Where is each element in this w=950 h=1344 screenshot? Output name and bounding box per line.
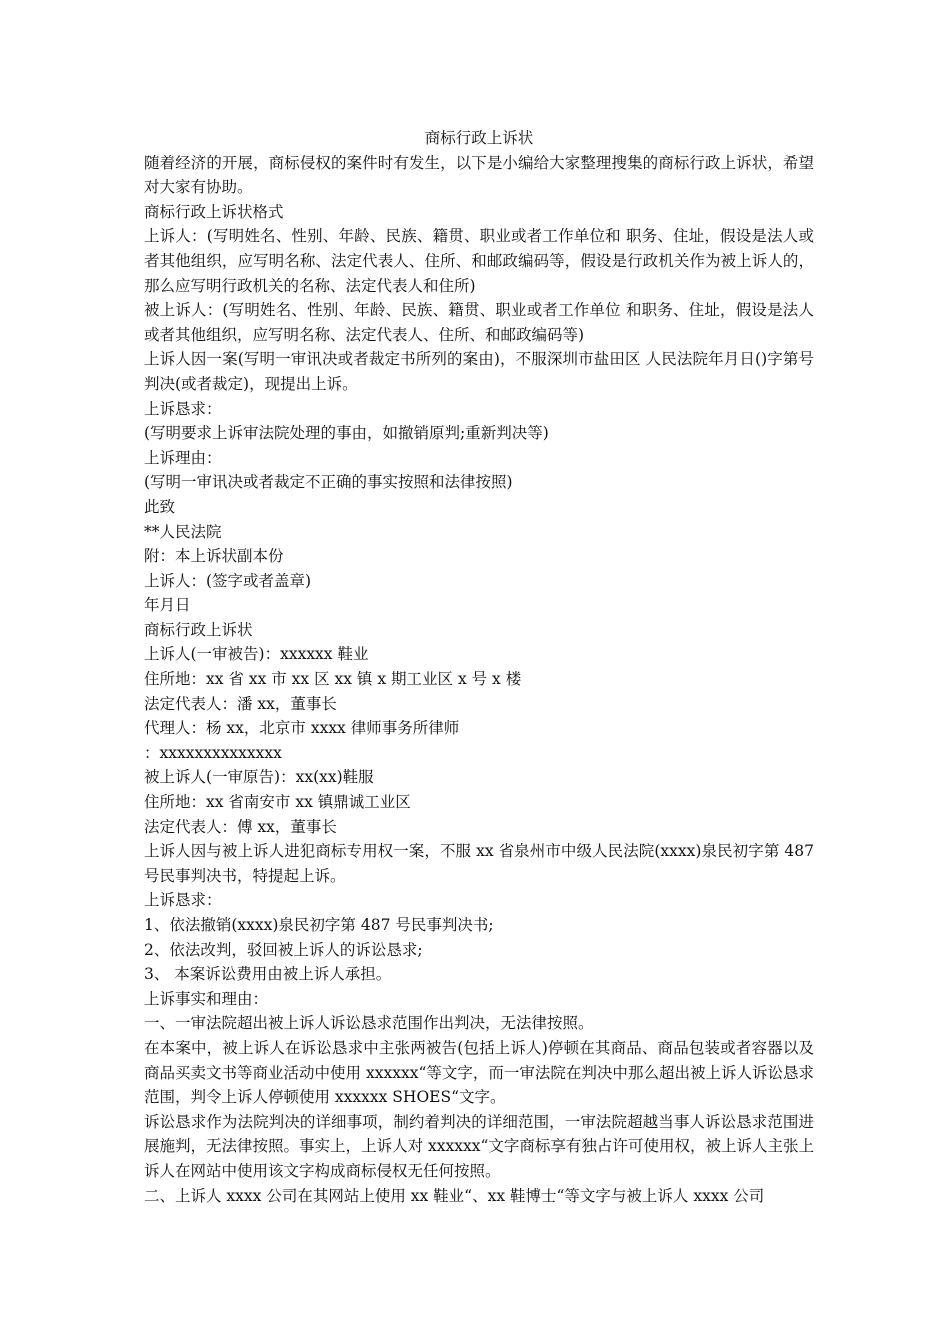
paragraph-format-heading: 商标行政上诉状格式: [144, 202, 284, 221]
paragraph-facts-heading: 上诉事实和理由：: [144, 989, 269, 1008]
paragraph-agent: 代理人：杨 xx，北京市 xxxx 律师事务所律师: [144, 719, 460, 738]
paragraph-case-template: 上诉人因一案(写明一审讯决或者裁定书所列的案由)，不服深圳市盐田区 人民法院年月日()字第号判决(或者裁定)，现提出上诉。: [144, 350, 814, 393]
paragraph-attachment: 附：本上诉状副本份: [144, 547, 284, 566]
paragraph-appellee-representative: 法定代表人：傅 xx，董事长: [144, 817, 337, 836]
document-body: [144, 126, 814, 1208]
paragraph-request-template: (写明要求上诉审法院处理的事由，如撤销原判;重新判决等): [144, 424, 549, 443]
paragraph-appellee: 被上诉人(一审原告)：xx(xx)鞋服: [144, 768, 374, 787]
paragraph-point-1-analysis: 诉讼恳求作为法院判决的详细事项，制约着判决的详细范围，一审法院超越当事人诉讼恳求范围进展施判，无法律按照。事实上，上诉人对 xxxxxx“文字商标享有独占许可使用权，被上诉人主张上诉人在网站中使用该文字构成商标侵权无任何按照。: [144, 1112, 814, 1180]
paragraph-request-heading-2: 上诉恳求：: [144, 891, 222, 910]
paragraph-intro: 随着经济的开展，商标侵权的案件时有发生，以下是小编给大家整理搜集的商标行政上诉状，希望对大家有协助。: [144, 153, 814, 197]
paragraph-request-item-2: 2、依法改判，驳回被上诉人的诉讼恳求;: [144, 940, 423, 959]
paragraph-point-1-detail: 在本案中，被上诉人在诉讼恳求中主张两被告(包括上诉人)停顿在其商品、商品包装或者容器以及商品买卖文书等商业活动中使用 xxxxxx“等文字，而一审法院在判决中那么超出被上诉人诉讼恳求范围，判令上诉人停顿使用 xxxxxx SHOES“文字。: [144, 1038, 814, 1107]
paragraph-court: **人民法院: [144, 522, 222, 541]
paragraph-salutation: 此致: [144, 497, 176, 516]
paragraph-appellant-template: 上诉人：(写明姓名、性别、年龄、民族、籍贯、职业或者工作单位和 职务、住址，假设是法人或者其他组织，应写明名称、法定代表人、住所、和邮政编码等，假设是行政机关作为被上诉人的，那么应写明行政机关的名称、法定代表人和住所): [144, 227, 814, 295]
paragraph-reason-template: (写明一审讯决或者裁定不正确的事实按照和法律按照): [144, 473, 513, 492]
paragraph-reason-heading: 上诉理由：: [144, 448, 222, 467]
paragraph-appellant-address: 住所地：xx 省 xx 市 xx 区 xx 镇 x 期工业区 x 号 x 楼: [144, 670, 522, 689]
paragraph-sample-heading: 商标行政上诉状: [144, 620, 253, 639]
paragraph-date: 年月日: [144, 596, 191, 615]
paragraph-appellee-address: 住所地：xx 省南安市 xx 镇鼎诚工业区: [144, 793, 411, 812]
paragraph-appellant-representative: 法定代表人：潘 xx，董事长: [144, 694, 337, 713]
paragraph-point-1: 一、一审法院超出被上诉人诉讼恳求范围作出判决，无法律按照。: [144, 1014, 594, 1033]
paragraph-signature: 上诉人：(签字或者盖章): [144, 571, 312, 590]
paragraph-appellee-template: 被上诉人：(写明姓名、性别、年龄、民族、籍贯、职业或者工作单位 和职务、住址，假设是法人或者其他组织，应写明名称、法定代表人、住所、和邮政编码等): [144, 301, 814, 344]
paragraph-agent-contact: ：xxxxxxxxxxxxxx: [144, 743, 282, 762]
paragraph-request-item-3: 3、 本案诉讼费用由被上诉人承担。: [144, 965, 392, 984]
paragraph-case-statement: 上诉人因与被上诉人进犯商标专用权一案，不服 xx 省泉州市中级人民法院(xxxx)泉民初字第 487 号民事判决书，特提起上诉。: [144, 842, 814, 885]
paragraph-point-2: 二、上诉人 xxxx 公司在其网站上使用 xx 鞋业“、xx 鞋博士“等文字与被上诉人 xxxx 公司: [144, 1186, 765, 1205]
document-title: 商标行政上诉状: [424, 129, 534, 147]
paragraph-request-item-1: 1、依法撤销(xxxx)泉民初字第 487 号民事判决书;: [144, 916, 494, 934]
paragraph-appellant: 上诉人(一审被告)：xxxxxx 鞋业: [144, 645, 369, 664]
paragraph-request-heading: 上诉恳求：: [144, 399, 222, 418]
